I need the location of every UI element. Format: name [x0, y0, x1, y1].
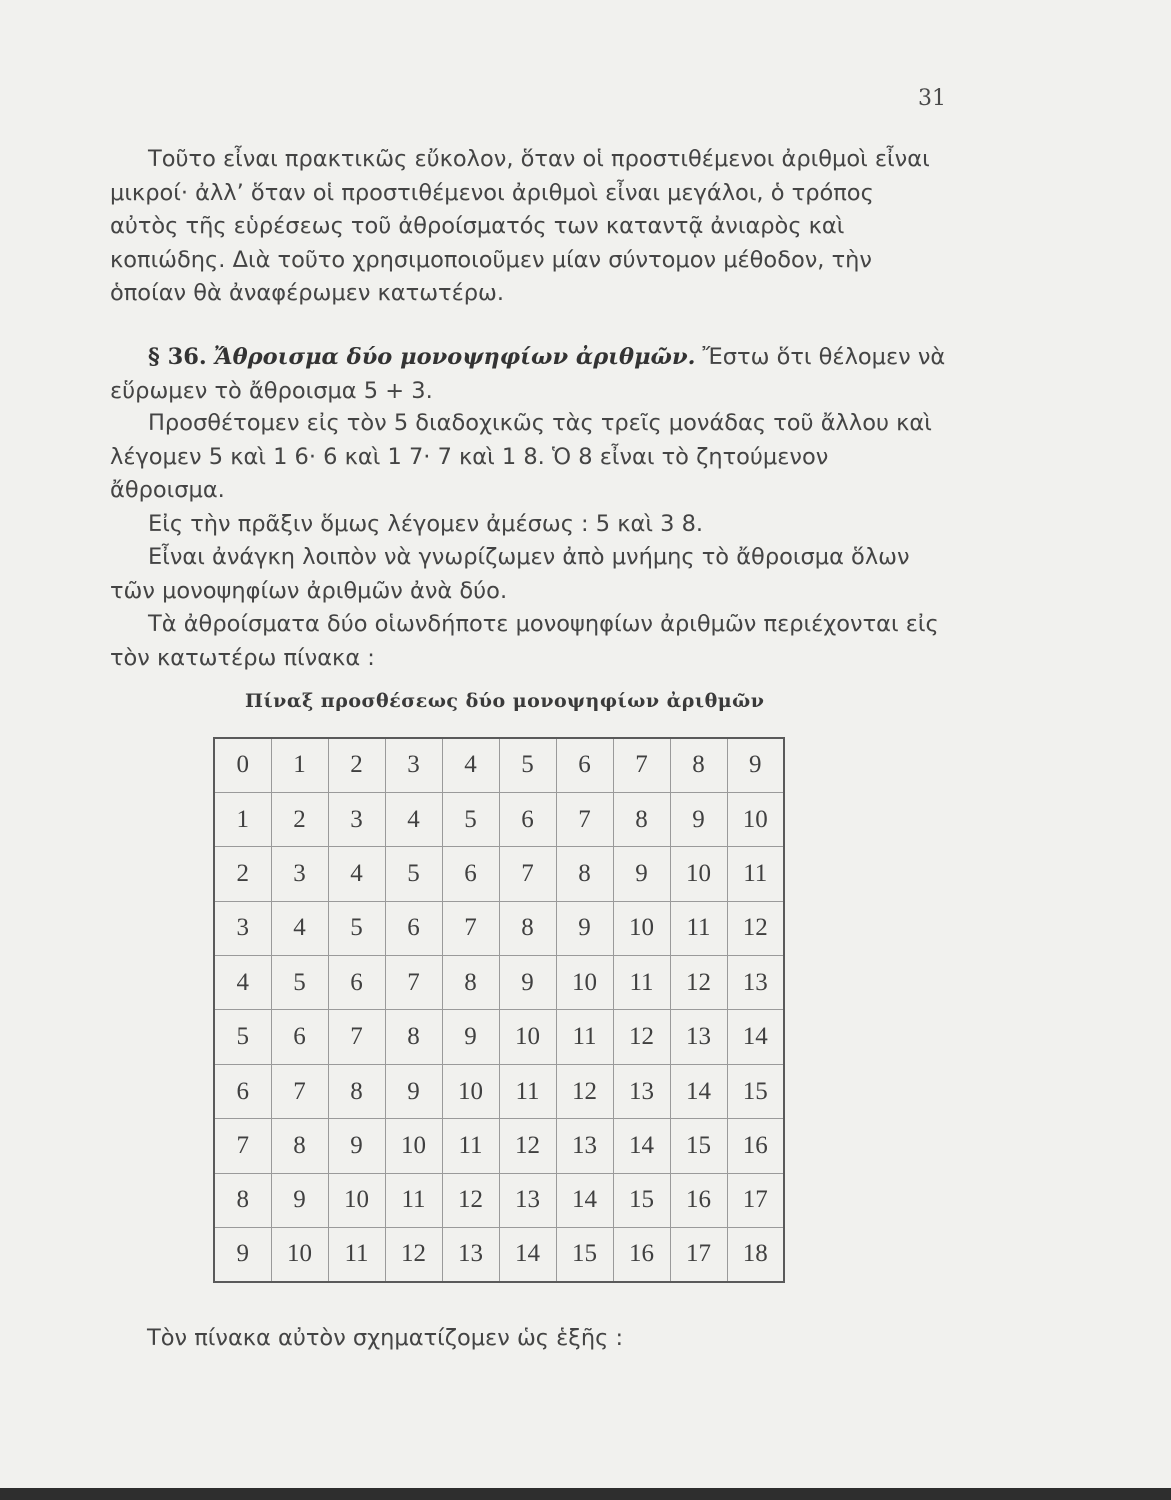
- table-cell: 2: [271, 792, 328, 846]
- table-cell: 4: [328, 847, 385, 901]
- table-cell: 12: [499, 1119, 556, 1173]
- table-cell: 13: [442, 1228, 499, 1282]
- table-cell: 11: [442, 1119, 499, 1173]
- scan-bottom-edge: [0, 1488, 1171, 1500]
- section-number: § 36.: [148, 344, 207, 370]
- table-cell: 8: [613, 792, 670, 846]
- table-cell: 11: [499, 1064, 556, 1118]
- table-cell: 6: [271, 1010, 328, 1064]
- table-cell: 11: [328, 1228, 385, 1282]
- table-cell: 10: [328, 1173, 385, 1227]
- table-cell: 8: [328, 1064, 385, 1118]
- table-cell: 11: [613, 956, 670, 1010]
- table-cell: 7: [499, 847, 556, 901]
- table-cell: 10: [271, 1228, 328, 1282]
- paragraph-intro: Τοῦτο εἶναι πρακτικῶς εὔκολον, ὅταν οἱ προστιθέμενοι ἀριθμοὶ εἶναι μικροί· ἀλλ’ ὅταν οἱ προστιθέμενοι ἀριθμοὶ εἶναι μεγάλοι, ὁ τρόπος αὐτὸς τῆς εὑρέσεως τοῦ ἀθροίσματός των καταντᾷ ἀνιαρὸς καὶ κοπιώδης. Διὰ τοῦτο χρησιμοποιοῦμεν μίαν σύντομον μέθοδον, τὴν ὁποίαν θὰ ἀναφέρωμεν κατωτέρω.: [110, 146, 930, 306]
- table-row: [214, 901, 784, 955]
- table-cell: 10: [670, 847, 727, 901]
- table-cell: 11: [670, 901, 727, 955]
- table-cell: 10: [727, 792, 784, 846]
- table-cell: 12: [385, 1228, 442, 1282]
- table-cell: 7: [442, 901, 499, 955]
- paragraph-practice: Εἰς τὴν πρᾶξιν ὅμως λέγομεν ἀμέσως : 5 καὶ 3 8.: [148, 511, 704, 537]
- table-caption: Πίναξ προσθέσεως δύο μονοψηφίων ἀριθμῶν: [245, 690, 765, 712]
- table-cell: 5: [214, 1010, 271, 1064]
- table-cell: 5: [328, 901, 385, 955]
- table-cell: 14: [613, 1119, 670, 1173]
- table-cell: 5: [385, 847, 442, 901]
- table-cell: 17: [670, 1228, 727, 1282]
- table-cell: 13: [556, 1119, 613, 1173]
- table-cell: 5: [271, 956, 328, 1010]
- table-cell: 9: [214, 1228, 271, 1282]
- section-36-paragraph: [110, 341, 948, 408]
- table-cell: 10: [385, 1119, 442, 1173]
- table-cell: 9: [670, 792, 727, 846]
- table-cell: 4: [271, 901, 328, 955]
- paragraph-procedure: Προσθέτομεν εἰς τὸν 5 διαδοχικῶς τὰς τρεῖς μονάδας τοῦ ἄλλου καὶ λέγομεν 5 καὶ 1 6· 6 καὶ 1 7· 7 καὶ 1 8. Ὁ 8 εἶναι τὸ ζητούμενον ἄθροισμα.: [110, 410, 932, 503]
- table-cell: 7: [328, 1010, 385, 1064]
- table-row: [214, 792, 784, 846]
- table-cell: 15: [613, 1173, 670, 1227]
- closing-sentence: Τὸν πίνακα αὐτὸν σχηματίζομεν ὡς ἑξῆς :: [147, 1325, 624, 1351]
- table-cell: 9: [727, 738, 784, 792]
- table-cell: 4: [442, 738, 499, 792]
- table-cell: 10: [442, 1064, 499, 1118]
- table-cell: 11: [727, 847, 784, 901]
- page-number: 31: [918, 86, 946, 111]
- table-cell: 9: [556, 901, 613, 955]
- table-cell: 6: [556, 738, 613, 792]
- table-cell: 13: [727, 956, 784, 1010]
- table-cell: 7: [613, 738, 670, 792]
- table-cell: 13: [499, 1173, 556, 1227]
- table-cell: 8: [670, 738, 727, 792]
- addition-table: [213, 737, 785, 1283]
- table-cell: 4: [214, 956, 271, 1010]
- table-cell: 15: [727, 1064, 784, 1118]
- table-cell: 9: [613, 847, 670, 901]
- table-cell: 8: [214, 1173, 271, 1227]
- table-cell: 8: [556, 847, 613, 901]
- table-cell: 12: [670, 956, 727, 1010]
- paragraph-memory: Εἶναι ἀνάγκη λοιπὸν νὰ γνωρίζωμεν ἀπὸ μνήμης τὸ ἄθροισμα ὅλων τῶν μονοψηφίων ἀριθμῶν ἀνὰ δύο.: [110, 544, 910, 604]
- table-cell: 8: [271, 1119, 328, 1173]
- table-cell: 9: [442, 1010, 499, 1064]
- table-cell: 10: [613, 901, 670, 955]
- table-cell: 1: [214, 792, 271, 846]
- table-cell: 11: [556, 1010, 613, 1064]
- table-cell: 6: [499, 792, 556, 846]
- table-cell: 14: [499, 1228, 556, 1282]
- table-cell: 16: [727, 1119, 784, 1173]
- paragraph-table-intro: Τὰ ἀθροίσματα δύο οἱωνδήποτε μονοψηφίων ἀριθμῶν περιέχονται εἰς τὸν κατωτέρω πίνακα :: [110, 611, 939, 671]
- table-cell: 7: [556, 792, 613, 846]
- table-cell: 12: [613, 1010, 670, 1064]
- table-cell: 18: [727, 1228, 784, 1282]
- table-cell: 7: [271, 1064, 328, 1118]
- table-cell: 5: [442, 792, 499, 846]
- table-cell: 4: [385, 792, 442, 846]
- table-cell: 14: [727, 1010, 784, 1064]
- table-cell: 14: [556, 1173, 613, 1227]
- table-row: [214, 738, 784, 792]
- table-cell: 15: [670, 1119, 727, 1173]
- table-cell: 3: [271, 847, 328, 901]
- table-cell: 3: [214, 901, 271, 955]
- table-cell: 11: [385, 1173, 442, 1227]
- table-row: [214, 1173, 784, 1227]
- table-cell: 9: [499, 956, 556, 1010]
- table-cell: 9: [328, 1119, 385, 1173]
- section-title: Ἄθροισμα δύο μονοψηφίων ἀριθμῶν.: [213, 344, 696, 370]
- table-cell: 12: [727, 901, 784, 955]
- table-cell: 8: [442, 956, 499, 1010]
- table-cell: 17: [727, 1173, 784, 1227]
- table-row: [214, 1064, 784, 1118]
- table-cell: 8: [499, 901, 556, 955]
- table-row: [214, 847, 784, 901]
- table-cell: 16: [613, 1228, 670, 1282]
- table-cell: 10: [499, 1010, 556, 1064]
- table-cell: 6: [328, 956, 385, 1010]
- table-row: [214, 956, 784, 1010]
- table-cell: 2: [214, 847, 271, 901]
- table-cell: 7: [385, 956, 442, 1010]
- table-cell: 2: [328, 738, 385, 792]
- table-cell: 12: [556, 1064, 613, 1118]
- table-cell: 10: [556, 956, 613, 1010]
- table-cell: 9: [385, 1064, 442, 1118]
- table-cell: 12: [442, 1173, 499, 1227]
- table-cell: 5: [499, 738, 556, 792]
- table-row: [214, 1228, 784, 1282]
- table-cell: 13: [670, 1010, 727, 1064]
- table-cell: 0: [214, 738, 271, 792]
- table-cell: 3: [385, 738, 442, 792]
- table-cell: 13: [613, 1064, 670, 1118]
- table-cell: 14: [670, 1064, 727, 1118]
- table-cell: 1: [271, 738, 328, 792]
- table-cell: 16: [670, 1173, 727, 1227]
- table-cell: 7: [214, 1119, 271, 1173]
- table-cell: 6: [442, 847, 499, 901]
- section-text: Ἔστω ὅτι θέλομεν νὰ εὕρωμεν τὸ ἄθροισμα 5 + 3.: [110, 344, 946, 404]
- table-cell: 9: [271, 1173, 328, 1227]
- table-row: [214, 1119, 784, 1173]
- table-row: [214, 1010, 784, 1064]
- table-cell: 3: [328, 792, 385, 846]
- table-cell: 8: [385, 1010, 442, 1064]
- table-cell: 6: [385, 901, 442, 955]
- table-cell: 15: [556, 1228, 613, 1282]
- table-cell: 6: [214, 1064, 271, 1118]
